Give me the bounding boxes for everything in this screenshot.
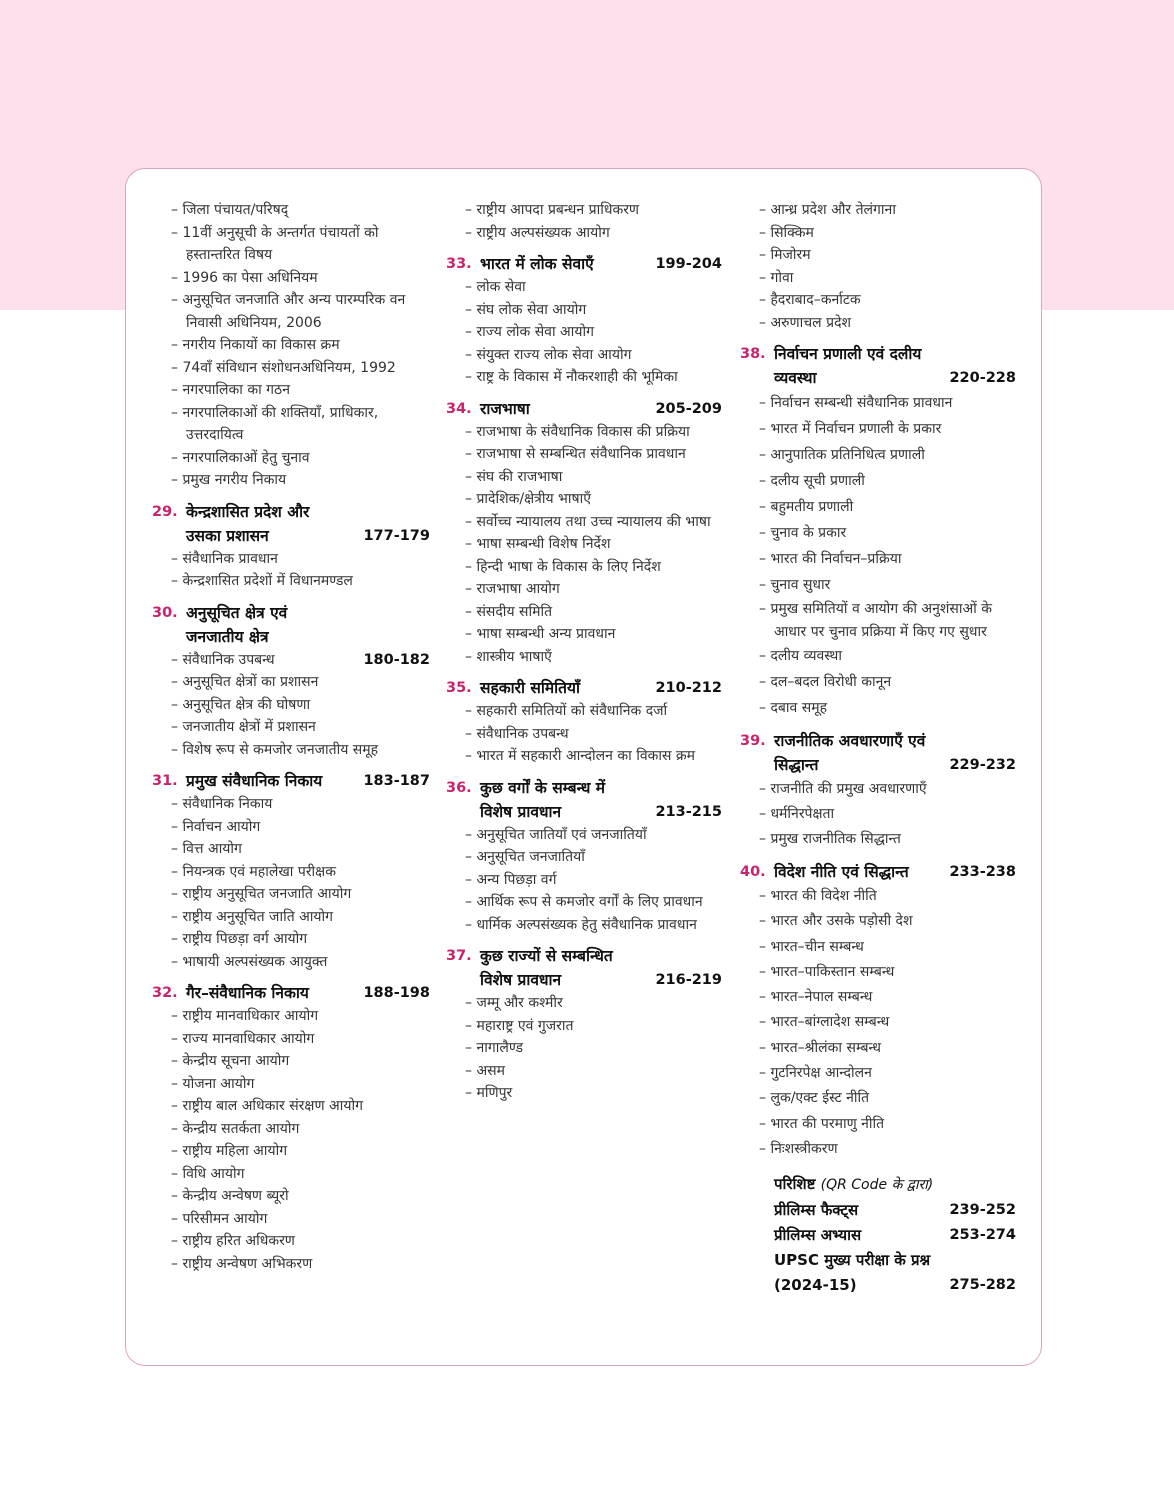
list-item: – अनुसूचित जनजाति और अन्य पारम्परिक वन निवासी अधिनियम, 2006 — [171, 292, 406, 331]
chapter-pages: 210-212 — [655, 680, 722, 696]
list-item: – भाषा सम्बन्धी विशेष निर्देश — [465, 536, 611, 552]
contents-column-3 — [740, 199, 1016, 1298]
list-item: – वित्त आयोग — [171, 841, 242, 857]
list-item: – केन्द्रीय सतर्कता आयोग — [171, 1120, 300, 1137]
chapter-pages: 177-179 — [363, 527, 430, 544]
list-item: – प्रमुख समितियों व आयोग की अनुशंसाओं के आधार पर चुनाव प्रक्रिया में किए गए सुधार — [759, 601, 992, 640]
list-item: – नगरपालिकाओं हेतु चुनाव — [171, 449, 310, 466]
chapter-heading-38[interactable] — [740, 342, 1016, 390]
chapter-number: 31. — [152, 773, 178, 789]
chapter-heading-40[interactable] — [740, 860, 1016, 884]
appendix-entry[interactable] — [740, 1248, 1016, 1298]
chapter-pages: 216-219 — [655, 972, 722, 988]
chapter-title: भारत में लोक सेवाएँ — [480, 255, 594, 273]
chapter-number: 38. — [740, 346, 766, 362]
list-item: – महाराष्ट्र एवं गुजरात — [465, 1017, 574, 1034]
list-item: – दल–बदल विरोधी कानून — [759, 674, 892, 690]
chapter-pages: 213-215 — [655, 803, 722, 820]
chapter-title: विदेश नीति एवं सिद्धान्त — [774, 863, 909, 881]
list-item: – भाषायी अल्पसंख्यक आयुक्त — [171, 953, 328, 970]
list-item: – भारत में निर्वाचन प्रणाली के प्रकार — [759, 421, 942, 437]
list-item: – राजभाषा आयोग — [465, 581, 560, 597]
list-item: – राष्ट्रीय आपदा प्रबन्धन प्राधिकरण — [465, 202, 640, 218]
list-item: – राजभाषा के संवैधानिक विकास की प्रक्रिया — [465, 423, 690, 440]
chapter-pages: 199-204 — [655, 256, 722, 272]
list-item: – 74वाँ संविधान संशोधनअधिनियम, 1992 — [171, 359, 396, 376]
list-item: – संसदीय समिति — [465, 603, 553, 620]
chapter-pages: 220-228 — [949, 370, 1016, 386]
list-item: – हैदराबाद–कर्नाटक — [759, 292, 861, 308]
list-item: – जिला पंचायत/परिषद् — [171, 202, 289, 218]
chapter-pages: 205-209 — [655, 400, 722, 417]
list-item: – भारत और उसके पड़ोसी देश — [759, 913, 913, 930]
chapter-number: 37. — [446, 948, 472, 964]
list-item: – मिजोरम — [759, 247, 811, 263]
chapter-number: 29. — [152, 503, 178, 520]
list-item: – संघ लोक सेवा आयोग — [465, 301, 587, 318]
list-item: – निःशस्त्रीकरण — [759, 1140, 838, 1157]
chapter-heading-34[interactable] — [446, 397, 722, 421]
list-item: – नगरीय निकायों का विकास क्रम — [171, 337, 340, 353]
list-item: – प्रादेशिक/क्षेत्रीय भाषाएँ — [465, 491, 591, 507]
chapter-title: निर्वाचन प्रणाली एवं दलीय व्यवस्था — [774, 345, 922, 387]
appendix-entry-title: प्रीलिम्स अभ्यास — [774, 1226, 862, 1245]
list-item: – चुनाव के प्रकार — [759, 525, 847, 541]
chapter-pages: 188-198 — [363, 985, 430, 1001]
list-item: – 11वीं अनुसूची के अन्तर्गत पंचायतों को हस्तान्तरित विषय — [171, 224, 379, 263]
chapter-number: 34. — [446, 400, 472, 417]
list-item: – भारत–नेपाल सम्बन्ध — [759, 989, 873, 1006]
list-item: – बहुमतीय प्रणाली — [759, 499, 854, 515]
appendix-entry[interactable] — [740, 1223, 1016, 1248]
list-item: – सर्वोच्च न्यायालय तथा उच्च न्यायालय की भाषा — [465, 513, 711, 530]
list-item: – धार्मिक अल्पसंख्यक हेतु संवैधानिक प्रावधान — [465, 916, 697, 933]
list-item: – संघ की राजभाषा — [465, 468, 563, 485]
list-item: – आन्ध्र प्रदेश और तेलंगाना — [759, 202, 896, 218]
list-item: – संयुक्त राज्य लोक सेवा आयोग — [465, 346, 632, 363]
list-item: – राजनीति की प्रमुख अवधारणाएँ — [759, 781, 927, 797]
list-item: – केन्द्रीय सूचना आयोग — [171, 1053, 290, 1069]
list-item: – आनुपातिक प्रतिनिधित्व प्रणाली — [759, 447, 925, 463]
chapter-title: राजनीतिक अवधारणाएँ एवं सिद्धान्त — [774, 732, 926, 774]
chapter-title: राजभाषा — [480, 399, 530, 418]
list-item: – असम — [465, 1062, 505, 1079]
chapter-heading-29[interactable] — [152, 500, 430, 548]
list-item: – सहकारी समितियों को संवैधानिक दर्जा — [465, 703, 668, 719]
chapter-number: 32. — [152, 985, 178, 1001]
chapter-title: अनुसूचित क्षेत्र एवं जनजातीय क्षेत्र — [186, 603, 288, 646]
chapter-number: 33. — [446, 256, 472, 272]
chapter-title: कुछ राज्यों से सम्बन्धित विशेष प्रावधान — [480, 947, 613, 989]
contents-column-2 — [446, 199, 722, 1105]
list-item: – विशेष रूप से कमजोर जनजातीय समूह — [171, 741, 379, 758]
list-item: – भारत–बांग्लादेश सम्बन्ध — [759, 1014, 890, 1031]
list-item: – जम्मू और कश्मीर — [465, 995, 563, 1011]
chapter-heading-33[interactable] — [446, 252, 722, 276]
list-item: – लुक/एक्ट ईस्ट नीति — [759, 1090, 870, 1107]
list-item: – संवैधानिक प्रावधान — [171, 550, 278, 567]
chapter-title: गैर–संवैधानिक निकाय — [186, 984, 309, 1002]
chapter-heading-30[interactable] — [152, 601, 430, 649]
contents-column-1 — [152, 199, 430, 1275]
list-item: – हिन्दी भाषा के विकास के लिए निर्देश — [465, 558, 661, 575]
list-item: – संवैधानिक उपबन्ध — [465, 725, 569, 742]
chapter-number: 30. — [152, 604, 178, 621]
list-item: – शास्त्रीय भाषाएँ — [465, 648, 552, 665]
chapter-pages: 233-238 — [949, 864, 1016, 880]
list-item-label: – संवैधानिक उपबन्ध — [171, 651, 275, 668]
contents-panel — [125, 168, 1042, 1366]
list-item: – राष्ट्रीय महिला आयोग — [171, 1143, 288, 1159]
list-item: – भारत की परमाणु नीति — [759, 1115, 885, 1132]
list-item — [152, 649, 430, 672]
list-item: – भारत–श्रीलंका सम्बन्ध — [759, 1039, 881, 1056]
list-item: – राष्ट्रीय अनुसूचित जनजाति आयोग — [171, 886, 352, 902]
appendix-entry-title: UPSC मुख्य परीक्षा के प्रश्न (2024-15) — [774, 1251, 931, 1295]
list-item: – मणिपुर — [465, 1085, 513, 1101]
list-item: – अरुणाचल प्रदेश — [759, 314, 852, 331]
chapter-pages: 229-232 — [949, 757, 1016, 773]
list-item: – नगरपालिकाओं की शक्तियाँ, प्राधिकार, उत्तरदायित्व — [171, 404, 379, 443]
list-item: – धर्मनिरपेक्षता — [759, 806, 835, 822]
chapter-number: 40. — [740, 864, 766, 880]
list-item: – अनुसूचित जातियाँ एवं जनजातियाँ — [465, 826, 647, 843]
list-item: – अनुसूचित क्षेत्र की घोषणा — [171, 696, 311, 713]
chapter-heading-37[interactable] — [446, 944, 722, 992]
appendix-entry-pages: 275-282 — [949, 1277, 1016, 1294]
list-item: – आर्थिक रूप से कमजोर वर्गों के लिए प्रावधान — [465, 894, 703, 910]
list-item: – केन्द्रशासित प्रदेशों में विधानमण्डल — [171, 573, 353, 589]
list-item: – भारत में सहकारी आन्दोलन का विकास क्रम — [465, 748, 696, 764]
list-item: – भारत–पाकिस्तान सम्बन्ध — [759, 963, 895, 980]
chapter-pages: 183-187 — [363, 773, 430, 789]
list-item: – निर्वाचन सम्बन्धी संवैधानिक प्रावधान — [759, 395, 953, 411]
list-item: – राजभाषा से सम्बन्धित संवैधानिक प्रावधान — [465, 446, 686, 462]
list-item: – राष्ट्रीय मानवाधिकार आयोग — [171, 1008, 319, 1024]
list-item: – अन्य पिछड़ा वर्ग — [465, 871, 557, 888]
list-item: – नागालैण्ड — [465, 1040, 523, 1056]
list-item: – परिसीमन आयोग — [171, 1210, 268, 1227]
chapter-heading-31[interactable] — [152, 769, 430, 793]
list-item: – दलीय सूची प्रणाली — [759, 473, 865, 489]
list-item: – राष्ट्रीय अन्वेषण अभिकरण — [171, 1255, 313, 1272]
list-item: – नगरपालिका का गठन — [171, 382, 290, 398]
chapter-heading-36[interactable] — [446, 776, 722, 824]
appendix-title: परिशिष्ट — [774, 1175, 816, 1194]
chapter-number: 35. — [446, 680, 472, 696]
appendix-entry-title: प्रीलिम्स फैक्ट्स — [774, 1201, 859, 1220]
list-item: – लोक सेवा — [465, 279, 526, 295]
list-item: – भाषा सम्बन्धी अन्य प्रावधान — [465, 626, 616, 642]
chapter-title: कुछ वर्गों के सम्बन्ध में विशेष प्रावधान — [480, 778, 606, 821]
list-item: – राष्ट्रीय अनुसूचित जाति आयोग — [171, 908, 334, 925]
chapter-number: 39. — [740, 733, 766, 749]
list-item: – दबाव समूह — [759, 700, 828, 716]
chapter-title: सहकारी समितियाँ — [480, 679, 580, 697]
list-item: – राज्य लोक सेवा आयोग — [465, 324, 594, 340]
list-item: – भारत–चीन सम्बन्ध — [759, 938, 864, 955]
list-item: – राष्ट्रीय बाल अधिकार संरक्षण आयोग — [171, 1098, 363, 1114]
list-item: – 1996 का पेसा अधिनियम — [171, 269, 318, 286]
list-item: – राष्ट्रीय हरित अधिकरण — [171, 1233, 295, 1249]
list-item: – दलीय व्यवस्था — [759, 648, 843, 664]
chapter-title: केन्द्रशासित प्रदेश और उसका प्रशासन — [186, 502, 310, 545]
list-item: – गुटनिरपेक्ष आन्दोलन — [759, 1065, 872, 1082]
list-item: – अनुसूचित जनजातियाँ — [465, 849, 585, 865]
list-item: – अनुसूचित क्षेत्रों का प्रशासन — [171, 674, 319, 690]
chapter-pages: 180-182 — [363, 651, 430, 668]
chapter-title: प्रमुख संवैधानिक निकाय — [186, 772, 323, 790]
appendix-note: (QR Code के द्वारा) — [820, 1177, 934, 1194]
list-item: – योजना आयोग — [171, 1075, 255, 1092]
list-item: – संवैधानिक निकाय — [171, 796, 273, 812]
chapter-number: 36. — [446, 779, 472, 796]
list-item: – गोवा — [759, 269, 794, 286]
appendix-entry[interactable] — [740, 1198, 1016, 1223]
appendix-entry-pages: 253-274 — [949, 1227, 1016, 1244]
list-item: – प्रमुख राजनीतिक सिद्धान्त — [759, 831, 901, 847]
chapter-heading-32[interactable] — [152, 981, 430, 1005]
list-item: – राष्ट्रीय अल्पसंख्यक आयोग — [465, 224, 610, 241]
list-item: – जनजातीय क्षेत्रों में प्रशासन — [171, 719, 316, 735]
list-item: – राष्ट्रीय पिछड़ा वर्ग आयोग — [171, 931, 308, 947]
list-item: – प्रमुख नगरीय निकाय — [171, 472, 287, 488]
list-item: – भारत की निर्वाचन–प्रक्रिया — [759, 551, 902, 567]
chapter-heading-35[interactable] — [446, 676, 722, 700]
appendix-heading — [740, 1172, 1016, 1198]
list-item: – भारत की विदेश नीति — [759, 888, 877, 904]
list-item: – नियन्त्रक एवं महालेखा परीक्षक — [171, 863, 336, 880]
list-item: – राज्य मानवाधिकार आयोग — [171, 1030, 315, 1047]
appendix-entry-pages: 239-252 — [949, 1202, 1016, 1219]
list-item: – विधि आयोग — [171, 1165, 245, 1182]
list-item: – केन्द्रीय अन्वेषण ब्यूरो — [171, 1188, 289, 1204]
list-item: – सिक्किम — [759, 224, 814, 241]
chapter-heading-39[interactable] — [740, 729, 1016, 777]
list-item: – चुनाव सुधार — [759, 577, 831, 593]
list-item: – राष्ट्र के विकास में नौकरशाही की भूमिका — [465, 369, 678, 385]
list-item: – निर्वाचन आयोग — [171, 818, 261, 835]
